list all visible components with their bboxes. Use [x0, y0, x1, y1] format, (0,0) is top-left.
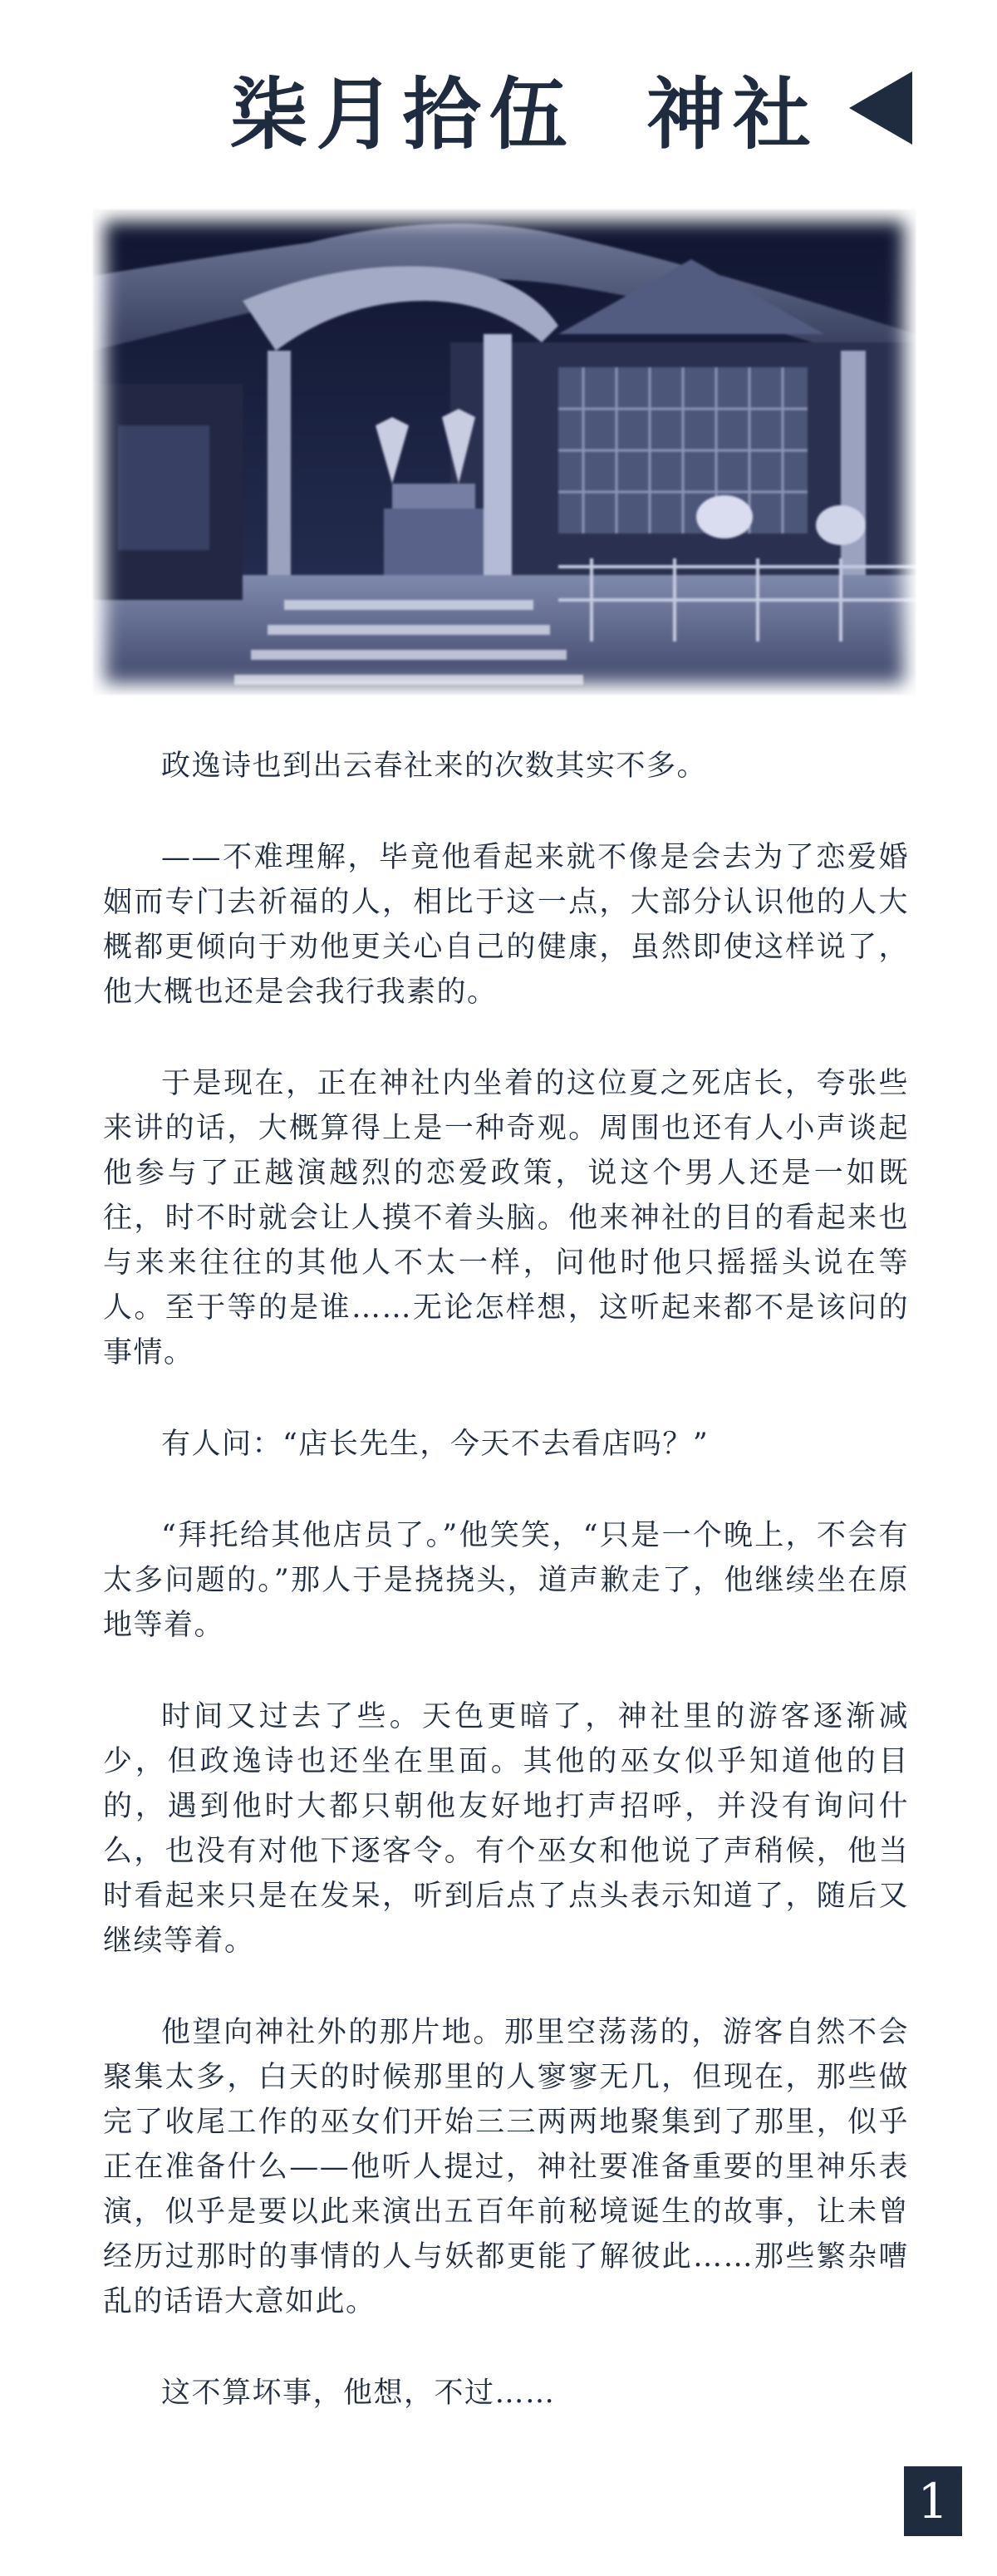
shrine-illustration: [93, 209, 916, 695]
article-body: [103, 744, 909, 2462]
paragraph: 政逸诗也到出云春社来的次数其实不多。: [161, 750, 708, 783]
paragraph: 有人问：“店长先生，今天不去看店吗？”: [161, 1428, 710, 1461]
page-number: 1: [904, 2466, 962, 2536]
shrine-night-image: [93, 209, 916, 695]
paragraph: 这不算坏事，他想，不过……: [161, 2377, 556, 2410]
paragraph: 于是现在，正在神社内坐着的这位夏之死店长，夸张些来讲的话，大概算得上是一种奇观。周围也还有人小声谈起他参与了正越演越烈的恋爱政策，说这个男人还是一如既往，时不时就会让人摸不着头脑。他来神社的目的看起来也与来来往往的其他人不太一样，问他时他只摇摇头说在等人。至于等的是谁……无论怎样想，这听起来都不是该问的事情。: [103, 1067, 909, 1369]
page-header: [230, 52, 912, 164]
paragraph: 他望向神社外的那片地。那里空荡荡的，游客自然不会聚集太多，白天的时候那里的人寥寥无几，但现在，那些做完了收尾工作的巫女们开始三三两两地聚集到了那里，似乎正在准备什么——他听人提过，神社要准备重要的里神乐表演，似乎是要以此来演出五百年前秘境诞生的故事，让未曾经历过那时的事情的人与妖都更能了解彼此……那些繁杂嘈乱的话语大意如此。: [103, 2016, 909, 2318]
paragraph: 时间又过去了些。天色更暗了，神社里的游客逐渐减少，但政逸诗也还坐在里面。其他的巫女似乎知道他的目的，遇到他时大都只朝他友好地打声招呼，并没有询问什么，也没有对他下逐客令。有个巫女和他说了声稍候，他当时看起来只是在发呆，听到后点了点头表示知道了，随后又继续等着。: [103, 1700, 909, 1958]
paragraph: “拜托给其他店员了。”他笑笑，“只是一个晚上，不会有太多问题的。”那人于是挠挠头，道声歉走了，他继续坐在原地等着。: [103, 1519, 909, 1642]
triangle-left-icon[interactable]: [849, 71, 912, 145]
page-title: 柒月拾伍 神社: [229, 69, 819, 160]
paragraph: ——不难理解，毕竟他看起来就不像是会去为了恋爱婚姻而专门去祈福的人，相比于这一点，大部分认识他的人大概都更倾向于劝他更关心自己的健康，虽然即使这样说了，他大概也还是会我行我素的。: [103, 841, 909, 1009]
